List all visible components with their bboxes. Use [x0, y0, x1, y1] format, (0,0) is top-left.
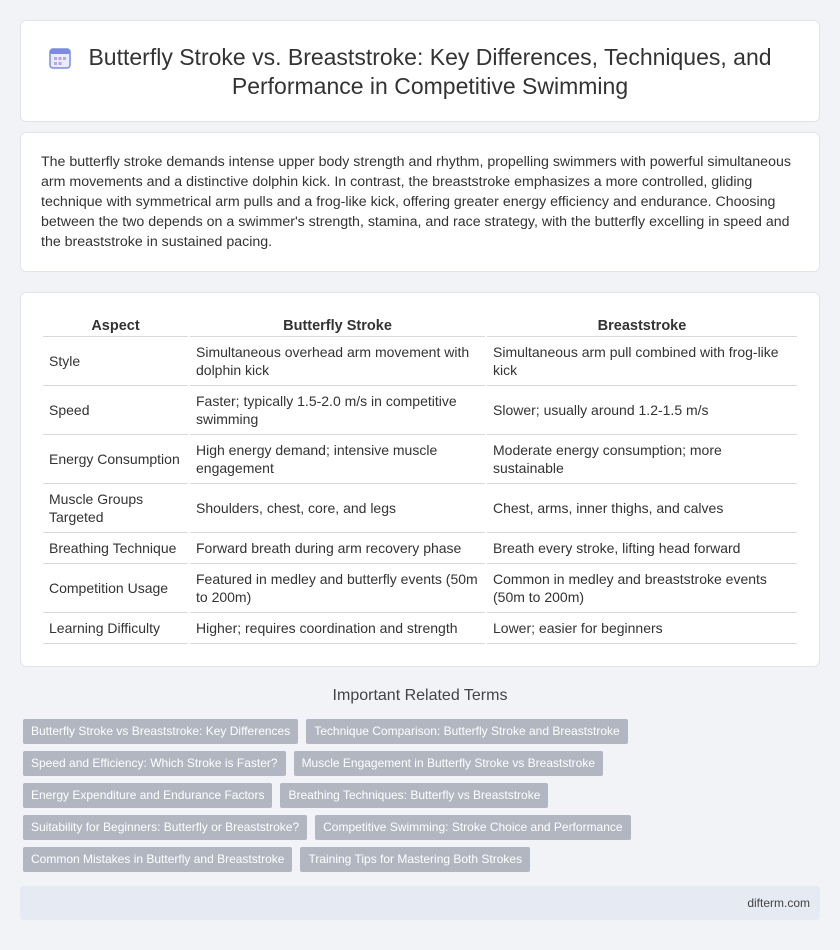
related-term-tag[interactable]: Common Mistakes in Butterfly and Breaststroke [23, 847, 292, 872]
cell-aspect: Muscle Groups Targeted [43, 484, 188, 533]
cell-butterfly: Higher; requires coordination and strength [190, 613, 485, 644]
cell-breaststroke: Moderate energy consumption; more sustainable [487, 435, 797, 484]
cell-aspect: Style [43, 337, 188, 386]
cell-aspect: Competition Usage [43, 564, 188, 613]
cell-butterfly: High energy demand; intensive muscle engagement [190, 435, 485, 484]
related-term-tag[interactable]: Energy Expenditure and Endurance Factors [23, 783, 272, 808]
cell-breaststroke: Breath every stroke, lifting head forward [487, 533, 797, 564]
cell-butterfly: Faster; typically 1.5-2.0 m/s in competitive swimming [190, 386, 485, 435]
related-term-tag[interactable]: Breathing Techniques: Butterfly vs Breaststroke [280, 783, 548, 808]
table-row [43, 564, 797, 613]
related-term-tag[interactable]: Speed and Efficiency: Which Stroke is Faster? [23, 751, 286, 776]
related-term-tag[interactable]: Suitability for Beginners: Butterfly or Breaststroke? [23, 815, 307, 840]
comparison-table-card [20, 292, 820, 667]
cell-breaststroke: Simultaneous arm pull combined with frog-like kick [487, 337, 797, 386]
cell-aspect: Breathing Technique [43, 533, 188, 564]
related-term-tag[interactable]: Technique Comparison: Butterfly Stroke and Breaststroke [306, 719, 627, 744]
related-terms-list [23, 719, 633, 879]
cell-breaststroke: Lower; easier for beginners [487, 613, 797, 644]
table-row [43, 337, 797, 386]
table-row [43, 435, 797, 484]
cell-aspect: Energy Consumption [43, 435, 188, 484]
related-term-tag[interactable]: Competitive Swimming: Stroke Choice and Performance [315, 815, 630, 840]
intro-paragraph: The butterfly stroke demands intense upper body strength and rhythm, propelling swimmers with powerful simultaneous arm movements and a distinctive dolphin kick. In contrast, the breaststroke emphasizes a more controlled, gliding technique with symmetrical arm pulls and a frog-like kick, offering greater energy efficiency and endurance. Choosing between the two depends on a swimmer's strength, stamina, and race strategy, with the butterfly excelling in speed and the breaststroke in sustained pacing. [41, 154, 791, 250]
footer [20, 886, 820, 920]
table-row [43, 484, 797, 533]
cell-butterfly: Simultaneous overhead arm movement with dolphin kick [190, 337, 485, 386]
cell-breaststroke: Slower; usually around 1.2-1.5 m/s [487, 386, 797, 435]
related-term-tag[interactable]: Muscle Engagement in Butterfly Stroke vs Breaststroke [294, 751, 603, 776]
title-card [20, 20, 820, 122]
cell-aspect: Speed [43, 386, 188, 435]
table-row [43, 533, 797, 564]
header-aspect: Aspect [43, 317, 188, 337]
cell-breaststroke: Common in medley and breaststroke events (50m to 200m) [487, 564, 797, 613]
cell-aspect: Learning Difficulty [43, 613, 188, 644]
cell-butterfly: Shoulders, chest, core, and legs [190, 484, 485, 533]
related-term-tag[interactable]: Training Tips for Mastering Both Strokes [300, 847, 530, 872]
site-link[interactable]: difterm.com [747, 896, 810, 910]
comparison-table [41, 317, 799, 644]
related-terms-heading: Important Related Terms [332, 687, 508, 704]
header-breaststroke: Breaststroke [487, 317, 797, 337]
table-row [43, 613, 797, 644]
cell-butterfly: Forward breath during arm recovery phase [190, 533, 485, 564]
header-butterfly: Butterfly Stroke [190, 317, 485, 337]
cell-butterfly: Featured in medley and butterfly events (50m to 200m) [190, 564, 485, 613]
cell-breaststroke: Chest, arms, inner thighs, and calves [487, 484, 797, 533]
related-term-tag[interactable]: Butterfly Stroke vs Breaststroke: Key Differences [23, 719, 298, 744]
intro-card [20, 132, 820, 272]
page-title: Butterfly Stroke vs. Breaststroke: Key Differences, Techniques, and Performance in Competitive Swimming [88, 44, 772, 99]
table-row [43, 386, 797, 435]
